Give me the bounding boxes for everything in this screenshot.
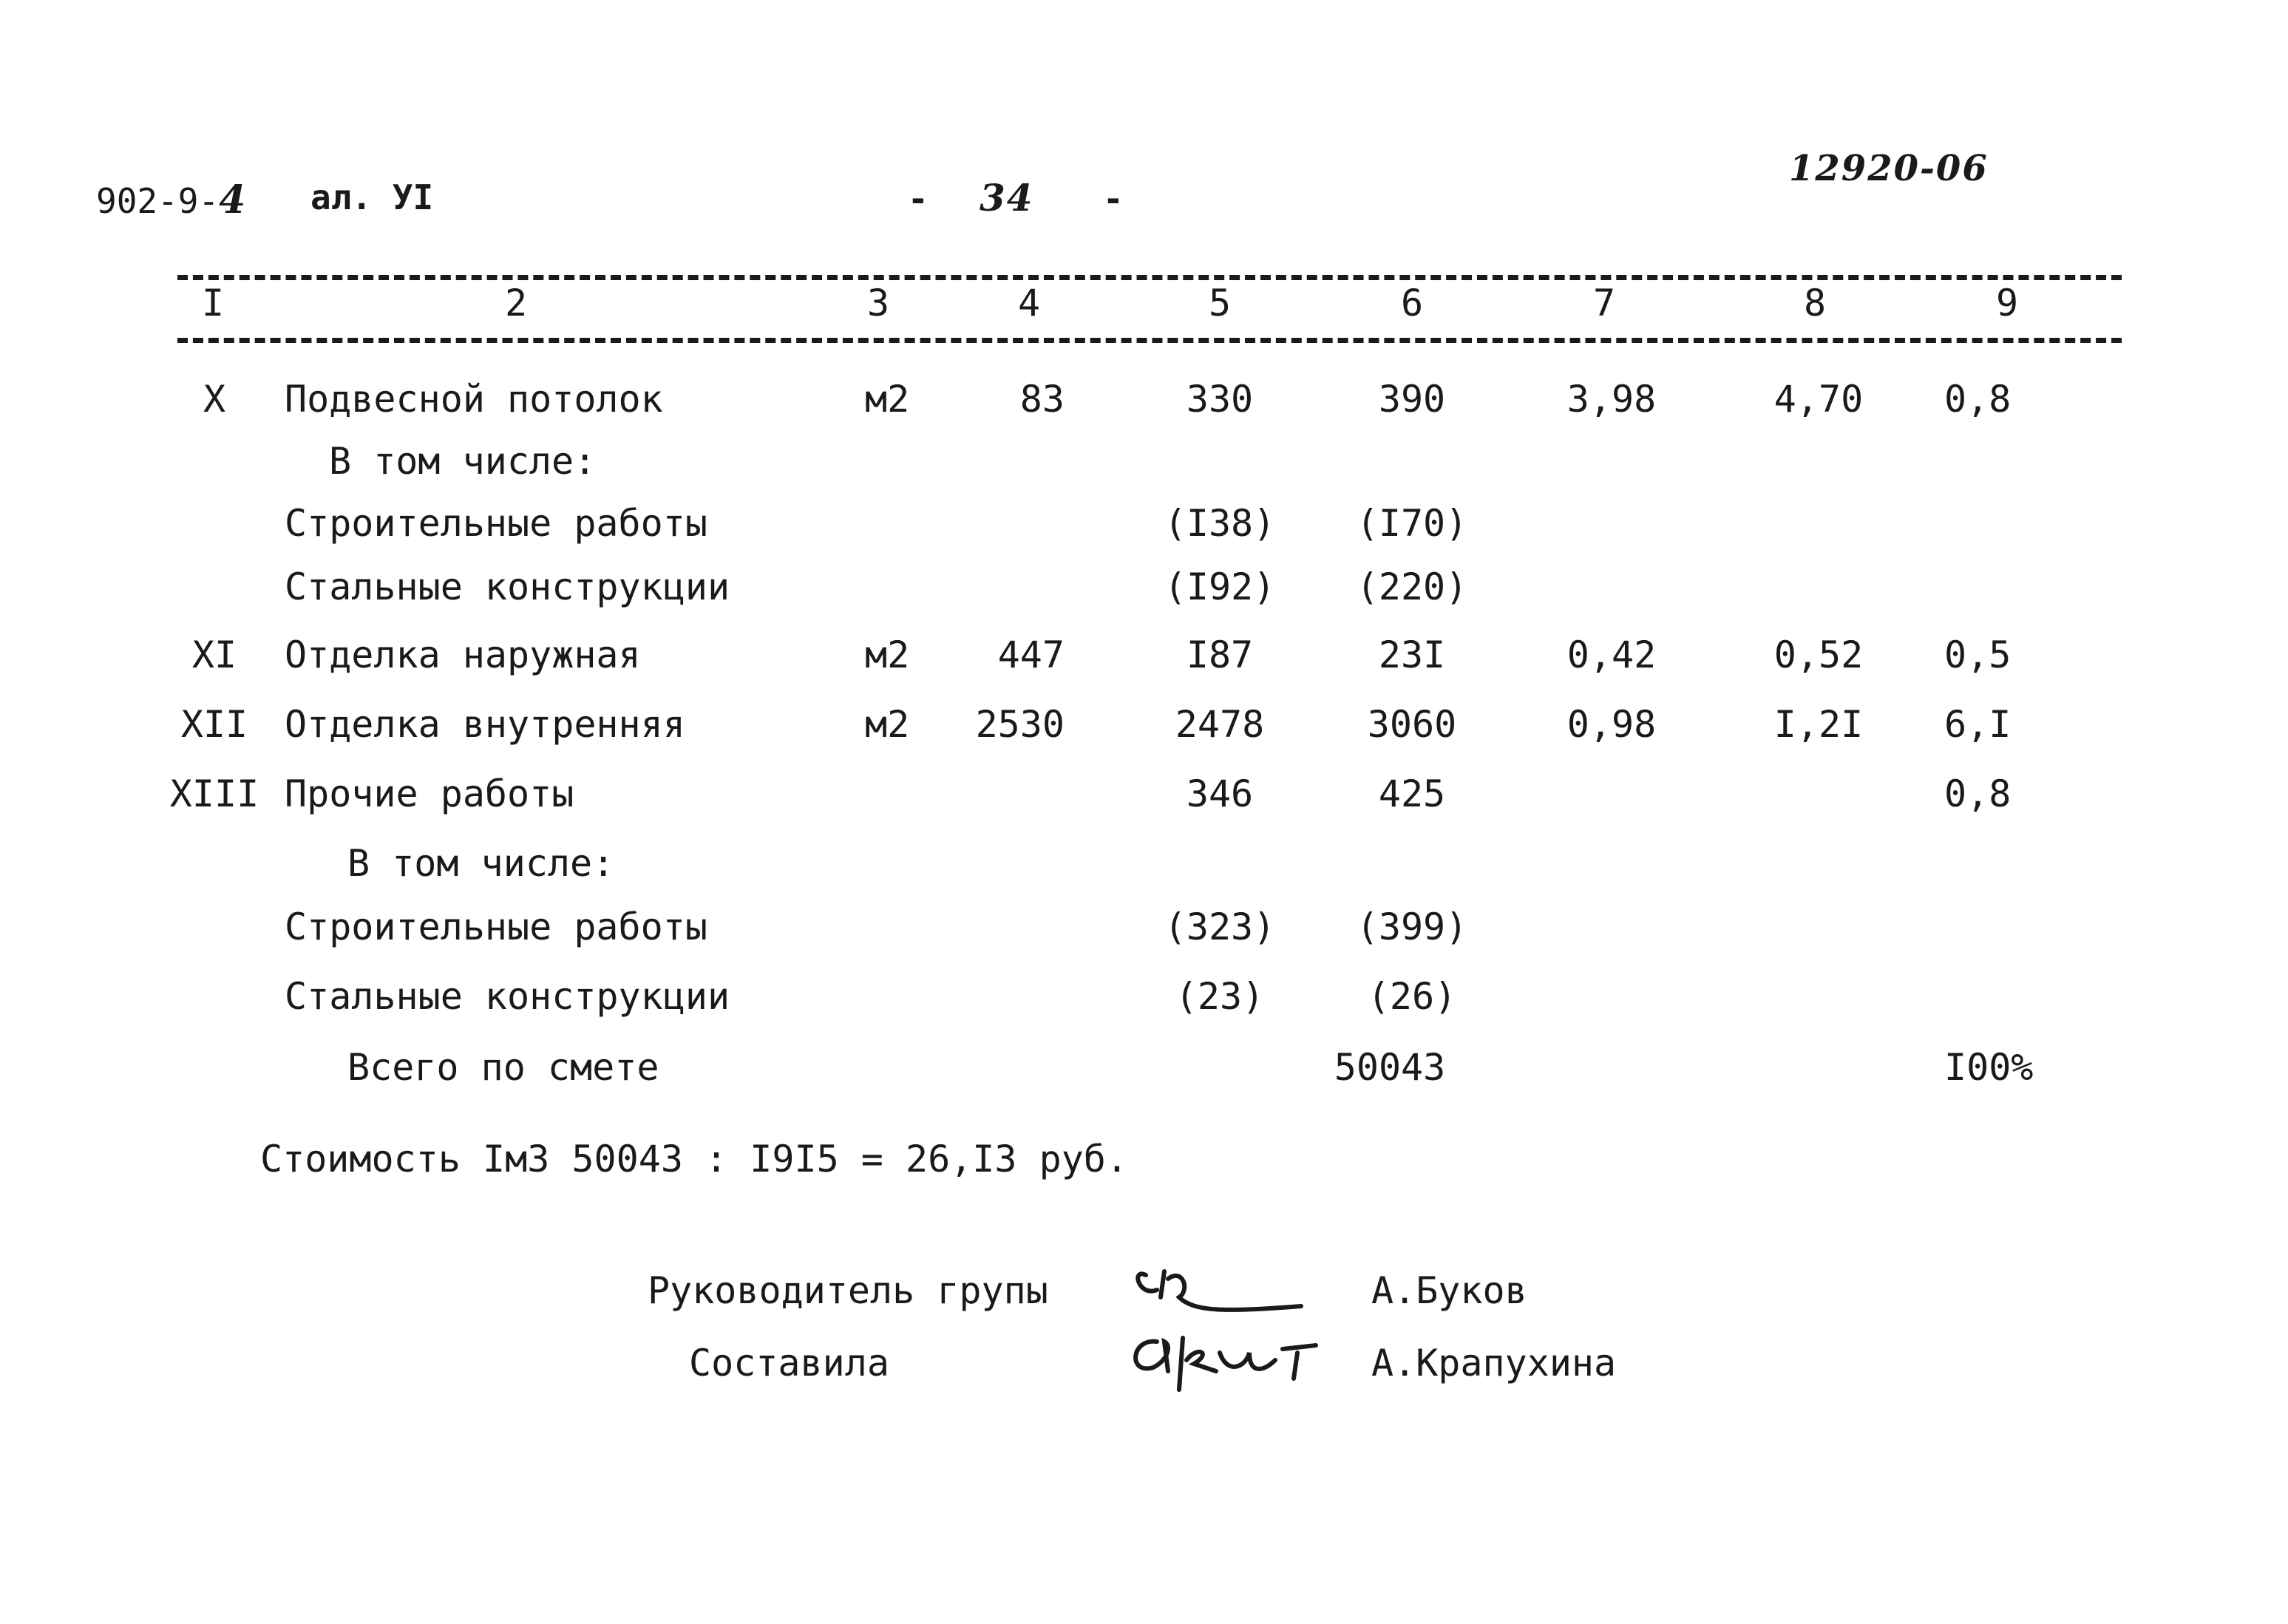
row-value-7: 3,98 xyxy=(1566,378,1657,421)
row-name: В том числе: xyxy=(347,842,615,885)
page-number: 34 xyxy=(980,176,1034,220)
column-header-2: 2 xyxy=(504,282,528,325)
row-value-9: 0,5 xyxy=(1944,633,2012,676)
row-name: Отделка наружная xyxy=(285,633,641,676)
row-value-8: I,2I xyxy=(1773,703,1864,746)
row-value-5: I87 xyxy=(1186,633,1254,676)
row-value-5: (I92) xyxy=(1164,565,1276,608)
column-header-7: 7 xyxy=(1592,282,1616,325)
signature-role: Составила xyxy=(689,1342,889,1385)
row-value-9: I00% xyxy=(1944,1046,2034,1089)
table-row-total xyxy=(0,1038,2288,1097)
row-value-7: 0,42 xyxy=(1566,633,1657,676)
signature-name: А.Крапухина xyxy=(1371,1342,1617,1385)
table-row xyxy=(0,370,2288,429)
row-name: Подвесной потолок xyxy=(285,378,663,421)
table-row xyxy=(0,625,2288,684)
table-row xyxy=(0,967,2288,1026)
document-code-prefix: 902-9- xyxy=(96,181,220,221)
table-row xyxy=(0,764,2288,823)
row-name: Отделка внутренняя xyxy=(285,703,685,746)
row-quantity: 447 xyxy=(997,633,1065,676)
row-name: Всего по смете xyxy=(347,1046,659,1089)
row-value-9: 0,8 xyxy=(1944,378,2012,421)
column-header-5: 5 xyxy=(1208,282,1232,325)
row-value-5: 346 xyxy=(1186,772,1254,815)
row-name: Прочие работы xyxy=(285,772,574,815)
row-value-8: 0,52 xyxy=(1773,633,1864,676)
table-row xyxy=(0,557,2288,616)
row-value-5: 2478 xyxy=(1175,703,1265,746)
row-number: XIII xyxy=(169,772,259,815)
signature-name: А.Буков xyxy=(1371,1269,1527,1312)
column-header-8: 8 xyxy=(1803,282,1827,325)
row-name: Стальные конструкции xyxy=(285,565,730,608)
row-value-9: 0,8 xyxy=(1944,772,2012,815)
row-unit: м2 xyxy=(865,703,910,746)
unit-cost-line: Стоимость IмЗ 50043 : I9I5 = 26,I3 руб. xyxy=(260,1138,1128,1180)
table-row xyxy=(0,897,2288,957)
page-dash-left: - xyxy=(908,179,929,219)
row-name: Строительные работы xyxy=(285,906,707,948)
document-code xyxy=(96,177,247,222)
row-unit: м2 xyxy=(865,378,910,421)
row-number: XI xyxy=(191,633,237,676)
document-code-suffix: 4 xyxy=(219,177,248,222)
header-bottom-rule xyxy=(177,338,2122,343)
row-number: XII xyxy=(180,703,248,746)
row-value-7: 0,98 xyxy=(1566,703,1657,746)
row-value-6: 390 xyxy=(1378,378,1446,421)
row-value-6: (399) xyxy=(1356,906,1468,948)
column-header-9: 9 xyxy=(1995,282,2019,325)
row-value-9: 6,I xyxy=(1944,703,2012,746)
row-value-8: 4,70 xyxy=(1773,378,1864,421)
page-dash-right: - xyxy=(1103,179,1124,219)
row-value-5: (323) xyxy=(1164,906,1276,948)
table-row xyxy=(0,432,2288,491)
column-header-6: 6 xyxy=(1400,282,1424,325)
row-value-6: (220) xyxy=(1356,565,1468,608)
row-quantity: 2530 xyxy=(975,703,1065,746)
table-row xyxy=(0,494,2288,553)
row-number: X xyxy=(203,378,226,421)
column-header-4: 4 xyxy=(1017,282,1041,325)
row-unit: м2 xyxy=(865,633,910,676)
row-name: В том числе: xyxy=(329,440,597,483)
row-name: Строительные работы xyxy=(285,502,707,545)
row-value-6: (26) xyxy=(1367,975,1457,1018)
table-row xyxy=(0,695,2288,754)
column-header-3: 3 xyxy=(866,282,890,325)
row-value-5: 330 xyxy=(1186,378,1254,421)
row-value-6: 50043 xyxy=(1334,1046,1446,1089)
row-value-6: 23I xyxy=(1378,633,1446,676)
signature-role: Руководитель групы xyxy=(648,1269,1048,1312)
row-quantity: 83 xyxy=(1019,378,1065,421)
inventory-number: 12920-06 xyxy=(1789,148,1989,189)
row-value-6: 3060 xyxy=(1367,703,1457,746)
column-header-1: I xyxy=(201,282,225,325)
album-label: ал. УI xyxy=(310,177,434,217)
row-name: Стальные конструкции xyxy=(285,975,730,1018)
table-row xyxy=(0,834,2288,893)
row-value-5: (23) xyxy=(1175,975,1265,1018)
row-value-6: (I70) xyxy=(1356,502,1468,545)
row-value-5: (I38) xyxy=(1164,502,1276,545)
signature-mark xyxy=(1116,1308,1331,1397)
row-value-6: 425 xyxy=(1378,772,1446,815)
